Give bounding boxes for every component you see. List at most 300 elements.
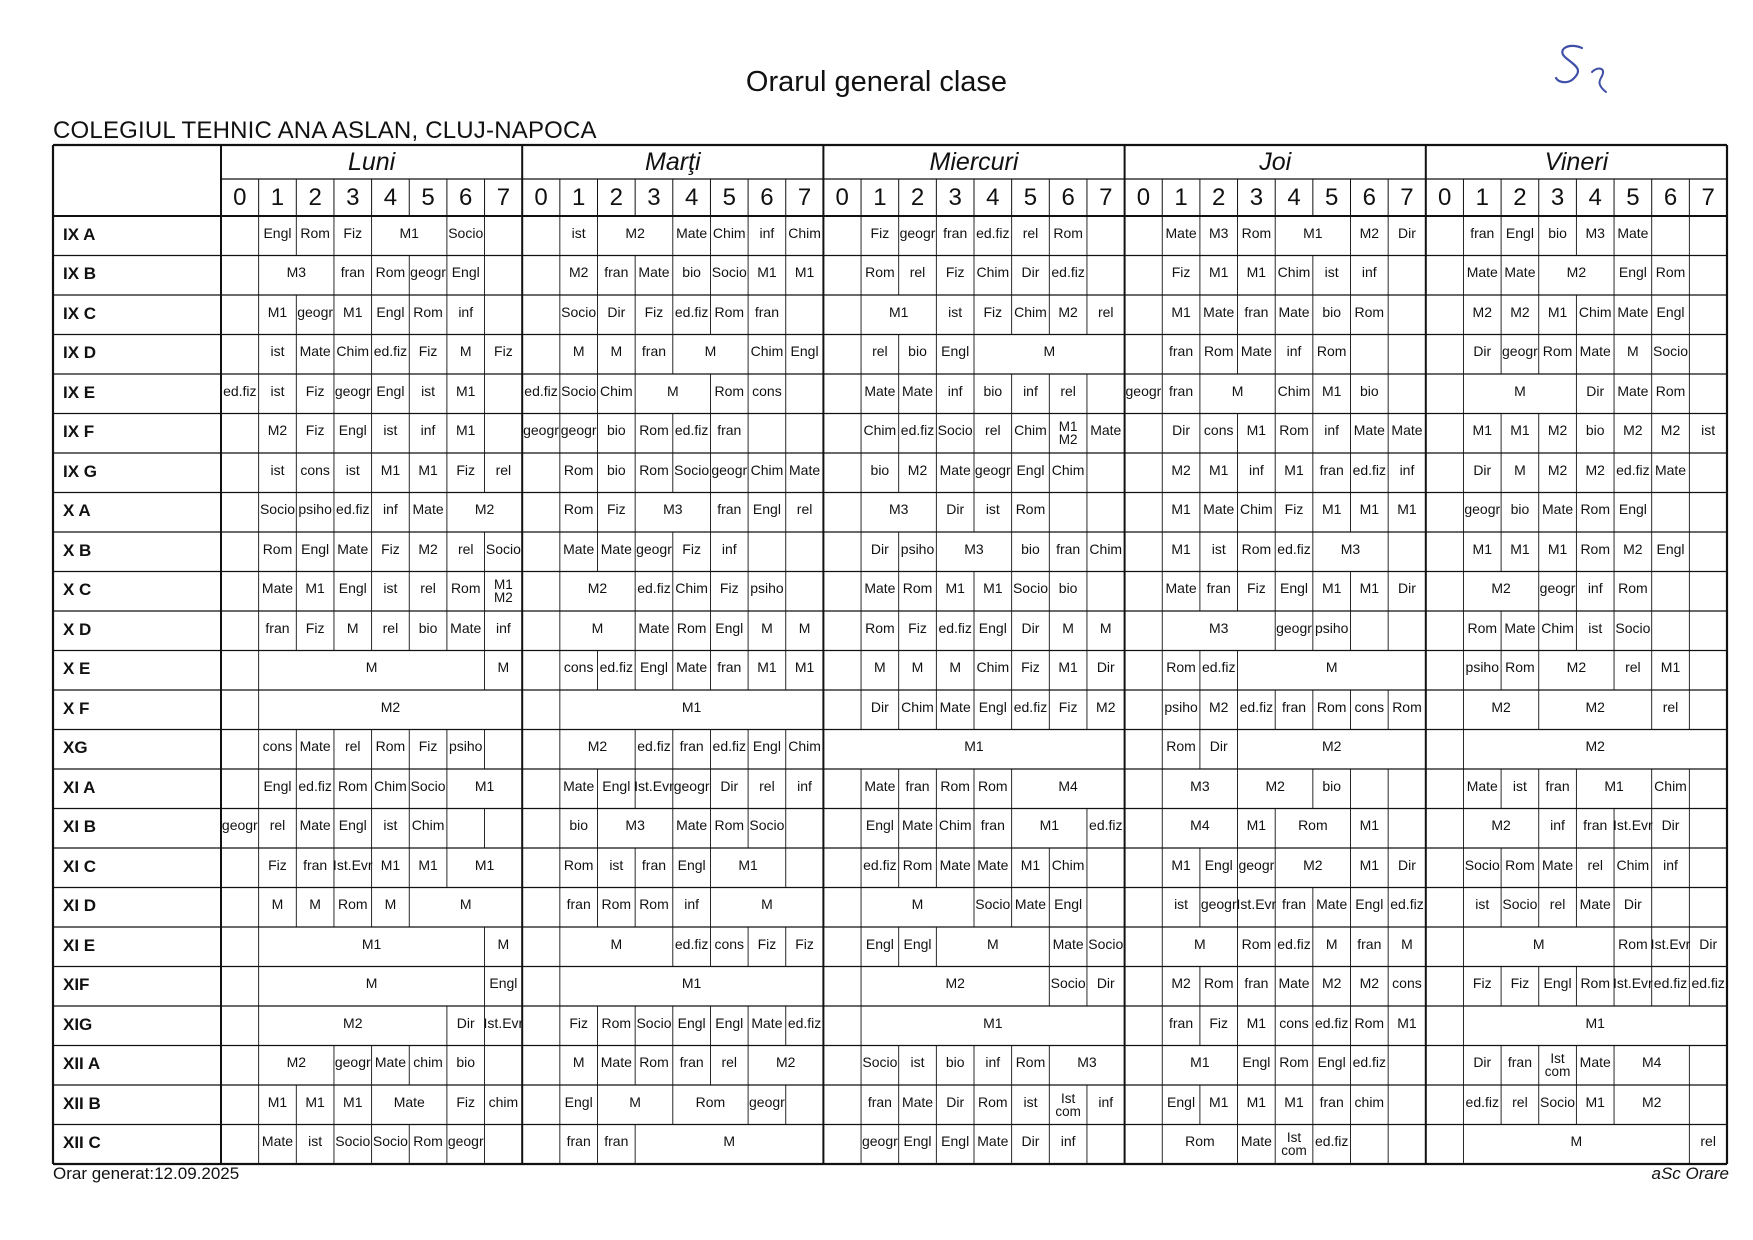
- lesson-cell: Mate: [563, 777, 595, 794]
- day-header: Luni: [347, 148, 396, 176]
- lesson-cell: Engl: [1505, 224, 1534, 241]
- lesson-cell: Engl: [1167, 1093, 1196, 1110]
- lesson-cell: ed.fiz: [938, 619, 972, 636]
- lesson-cell: ist: [1588, 619, 1603, 636]
- class-label: XII A: [63, 1054, 101, 1074]
- lesson-cell: Dir: [946, 501, 965, 518]
- lesson-cell: Mate: [977, 856, 1009, 873]
- lesson-cell: M2: [1547, 422, 1568, 439]
- period-number: 2: [1212, 184, 1226, 211]
- lesson-cell: bio: [682, 264, 701, 281]
- lesson-cell: geogr: [447, 1133, 484, 1150]
- lesson-cell: M3: [286, 264, 307, 281]
- period-number: 6: [760, 184, 774, 211]
- lesson-cell: Mate: [261, 1133, 294, 1150]
- lesson-cell: Engl: [978, 698, 1007, 715]
- lesson-cell: Mate: [901, 382, 934, 399]
- lesson-cell: Fiz: [456, 461, 476, 478]
- lesson-cell: Dir: [607, 303, 626, 320]
- lesson-cell: Chim: [1014, 422, 1047, 439]
- period-number: 7: [1400, 184, 1414, 211]
- lesson-cell: M1 M2: [493, 577, 513, 606]
- class-label: XIF: [63, 975, 90, 995]
- lesson-cell: M3: [625, 817, 645, 834]
- lesson-cell: Chim: [1654, 777, 1687, 794]
- lesson-cell: M1: [361, 935, 382, 952]
- lesson-cell: Rom: [639, 461, 669, 478]
- lesson-cell: Mate: [374, 1054, 406, 1071]
- lesson-cell: Rom: [1241, 540, 1272, 557]
- lesson-cell: geogr: [334, 1054, 371, 1071]
- lesson-cell: geogr: [899, 224, 936, 241]
- lesson-cell: ist: [571, 224, 586, 241]
- lesson-cell: ed.fiz: [1314, 1133, 1349, 1150]
- lesson-cell: Chim: [336, 343, 370, 360]
- lesson-cell: Socio: [259, 501, 295, 518]
- lesson-cell: Rom: [639, 1054, 669, 1071]
- lesson-cell: rel: [759, 777, 775, 794]
- lesson-cell: M: [1532, 935, 1545, 952]
- lesson-cell: M1: [418, 856, 438, 873]
- class-label: X C: [63, 580, 92, 600]
- lesson-cell: Chim: [788, 224, 821, 241]
- class-label: X D: [63, 619, 92, 639]
- lesson-cell: Fiz: [682, 540, 701, 557]
- class-label: XI D: [63, 896, 97, 916]
- period-number: 4: [383, 184, 398, 211]
- lesson-cell: ist: [948, 303, 963, 320]
- lesson-cell: Rom: [1505, 659, 1535, 676]
- lesson-cell: rel: [495, 461, 512, 478]
- lesson-cell: ed.fiz: [1201, 659, 1236, 676]
- lesson-cell: Rom: [413, 303, 443, 320]
- period-number: 0: [835, 184, 849, 211]
- lesson-cell: Mate: [789, 461, 821, 478]
- lesson-cell: fran: [980, 817, 1005, 834]
- lesson-cell: M2: [1472, 303, 1492, 320]
- day-header: Miercuri: [929, 148, 1019, 176]
- lesson-cell: Mate: [1090, 422, 1122, 439]
- lesson-cell: M2: [625, 224, 645, 241]
- lesson-cell: Rom: [940, 777, 970, 794]
- lesson-cell: Mate: [676, 817, 708, 834]
- lesson-cell: ist: [985, 501, 1000, 518]
- lesson-cell: Mate: [1504, 619, 1536, 636]
- lesson-cell: Rom: [1354, 303, 1385, 320]
- lesson-cell: Mate: [1052, 935, 1084, 952]
- lesson-cell: Chim: [1616, 856, 1650, 873]
- lesson-cell: Engl: [941, 1133, 970, 1150]
- lesson-cell: Engl: [677, 1014, 706, 1031]
- lesson-cell: M: [1514, 461, 1526, 478]
- lesson-cell: ed.fiz: [1089, 817, 1123, 834]
- lesson-cell: ed.fiz: [599, 659, 634, 676]
- lesson-cell: rel: [909, 264, 926, 281]
- lesson-cell: Rom: [1015, 1054, 1046, 1071]
- lesson-cell: M: [346, 619, 359, 636]
- lesson-cell: Engl: [715, 619, 744, 636]
- lesson-cell: Rom: [375, 738, 406, 755]
- lesson-cell: Ist com: [1055, 1090, 1081, 1119]
- lesson-cell: M: [1627, 343, 1639, 360]
- lesson-cell: M2: [1585, 461, 1605, 478]
- period-number: 6: [1663, 184, 1678, 211]
- lesson-cell: cons: [752, 382, 782, 399]
- lesson-cell: M: [271, 896, 284, 913]
- lesson-cell: M2: [1096, 698, 1116, 715]
- lesson-cell: M: [309, 896, 321, 913]
- lesson-cell: M1: [1246, 264, 1267, 281]
- lesson-cell: bio: [1322, 777, 1342, 794]
- lesson-cell: M: [874, 659, 886, 676]
- lesson-cell: Mate: [751, 1014, 783, 1031]
- lesson-cell: inf: [1060, 1133, 1076, 1150]
- lesson-cell: Rom: [1580, 975, 1610, 992]
- lesson-cell: M: [761, 896, 773, 913]
- lesson-cell: Mate: [1165, 224, 1197, 241]
- lesson-cell: Dir: [1661, 817, 1680, 834]
- lesson-cell: M2: [474, 501, 495, 518]
- lesson-cell: Chim: [1277, 264, 1311, 281]
- lesson-cell: M1: [1208, 461, 1229, 478]
- lesson-cell: M2: [1510, 303, 1530, 320]
- lesson-cell: fran: [1169, 343, 1194, 360]
- lesson-cell: fran: [1507, 1054, 1532, 1071]
- lesson-cell: M3: [888, 501, 909, 518]
- class-label: XIG: [63, 1014, 93, 1034]
- lesson-cell: inf: [1399, 461, 1415, 478]
- lesson-cell: M1: [1058, 659, 1078, 676]
- lesson-cell: inf: [947, 382, 963, 399]
- lesson-cell: ed.fiz: [1277, 540, 1311, 557]
- period-number: 6: [459, 184, 473, 211]
- lesson-cell: M4: [1058, 777, 1078, 794]
- lesson-cell: Rom: [563, 856, 594, 873]
- lesson-cell: M3: [1208, 224, 1229, 241]
- lesson-cell: Chim: [976, 264, 1010, 281]
- lesson-cell: bio: [1510, 501, 1530, 518]
- lesson-cell: Dir: [1699, 935, 1718, 952]
- lesson-cell: Mate: [299, 817, 331, 834]
- generated-date: Orar generat:12.09.2025: [53, 1164, 240, 1183]
- lesson-cell: geogr: [410, 264, 446, 281]
- lesson-cell: psiho: [448, 738, 483, 755]
- lesson-cell: geogr: [861, 1133, 898, 1150]
- lesson-cell: Mate: [1014, 896, 1047, 913]
- lesson-cell: Fiz: [1209, 1014, 1229, 1031]
- lesson-cell: rel: [1587, 856, 1603, 873]
- lesson-cell: bio: [983, 382, 1003, 399]
- lesson-cell: Rom: [1316, 698, 1347, 715]
- lesson-cell: inf: [1663, 856, 1678, 873]
- lesson-cell: Mate: [1203, 303, 1235, 320]
- lesson-cell: Dir: [1586, 382, 1605, 399]
- lesson-cell: bio: [606, 461, 626, 478]
- lesson-cell: geogr: [523, 422, 559, 439]
- lesson-cell: M4: [1641, 1054, 1662, 1071]
- lesson-cell: M: [591, 619, 604, 636]
- lesson-cell: rel: [382, 619, 399, 636]
- lesson-cell: Engl: [1054, 896, 1083, 913]
- lesson-cell: M1: [1359, 856, 1380, 873]
- lesson-cell: Mate: [299, 343, 331, 360]
- lesson-cell: Engl: [752, 501, 781, 518]
- lesson-cell: Dir: [1096, 975, 1115, 992]
- lesson-cell: geogr: [1502, 343, 1538, 360]
- lesson-cell: M: [365, 659, 378, 676]
- lesson-cell: Socio: [1050, 975, 1086, 992]
- lesson-cell: Socio: [711, 264, 747, 281]
- lesson-cell: M1: [1284, 1093, 1304, 1110]
- class-label: XG: [63, 738, 88, 758]
- class-label: X A: [63, 501, 91, 521]
- lesson-cell: M1: [305, 580, 325, 597]
- lesson-cell: Mate: [1165, 580, 1197, 597]
- lesson-cell: M1: [757, 264, 777, 281]
- lesson-cell: M2: [945, 975, 965, 992]
- lesson-cell: inf: [1286, 343, 1302, 360]
- lesson-cell: M2: [1566, 659, 1587, 676]
- lesson-cell: Rom: [1618, 935, 1648, 952]
- lesson-cell: Fiz: [569, 1014, 589, 1031]
- lesson-cell: M: [949, 659, 962, 676]
- lesson-cell: Mate: [1579, 343, 1611, 360]
- lesson-cell: Chim: [1541, 619, 1574, 636]
- lesson-cell: Chim: [750, 343, 784, 360]
- lesson-cell: geogr: [1125, 382, 1162, 399]
- period-number: 1: [1174, 184, 1188, 211]
- lesson-cell: Dir: [870, 540, 889, 557]
- lesson-cell: bio: [945, 1054, 965, 1071]
- lesson-cell: M2: [1491, 817, 1511, 834]
- lesson-cell: Rom: [1241, 935, 1272, 952]
- lesson-cell: M1: [1547, 303, 1568, 320]
- class-label: XII C: [63, 1133, 101, 1153]
- lesson-cell: fran: [1319, 461, 1344, 478]
- lesson-cell: psiho: [1164, 698, 1198, 715]
- lesson-cell: Ist.Evr: [1613, 975, 1653, 992]
- lesson-cell: M1: [474, 777, 495, 794]
- lesson-cell: Mate: [1203, 501, 1235, 518]
- lesson-cell: Dir: [1021, 1133, 1040, 1150]
- period-number: 5: [1324, 184, 1339, 211]
- lesson-cell: fran: [265, 619, 290, 636]
- lesson-cell: Socio: [561, 382, 597, 399]
- lesson-cell: Mate: [1654, 461, 1687, 478]
- lesson-cell: geogr: [974, 461, 1011, 478]
- lesson-cell: Mate: [864, 382, 896, 399]
- lesson-cell: ed.fiz: [524, 382, 558, 399]
- lesson-cell: Fiz: [1284, 501, 1304, 518]
- lesson-cell: cons: [714, 935, 745, 952]
- lesson-cell: ed.fiz: [1465, 1093, 1499, 1110]
- lesson-cell: ist: [1512, 777, 1527, 794]
- lesson-cell: psiho: [750, 580, 784, 597]
- lesson-cell: Fiz: [945, 264, 965, 281]
- class-label: XI C: [63, 856, 97, 876]
- lesson-cell: M: [497, 659, 510, 676]
- lesson-cell: Mate: [261, 580, 294, 597]
- lesson-cell: Chim: [1051, 461, 1085, 478]
- lesson-cell: fran: [1244, 303, 1269, 320]
- lesson-cell: Dir: [1398, 224, 1416, 241]
- period-number: 4: [986, 184, 1000, 211]
- lesson-cell: Mate: [563, 540, 595, 557]
- lesson-cell: inf: [1587, 580, 1603, 597]
- lesson-cell: M1: [418, 461, 438, 478]
- lesson-cell: Rom: [1655, 382, 1686, 399]
- lesson-cell: geogr: [1276, 619, 1312, 636]
- lesson-cell: Rom: [450, 580, 481, 597]
- lesson-cell: M4: [1190, 817, 1210, 834]
- lesson-cell: Engl: [1618, 264, 1647, 281]
- lesson-cell: Ist.Evr: [332, 856, 373, 873]
- lesson-cell: geogr: [749, 1093, 785, 1110]
- lesson-cell: Fiz: [644, 303, 664, 320]
- lesson-cell: bio: [1548, 224, 1567, 241]
- lesson-cell: M1: [1585, 1014, 1605, 1031]
- lesson-cell: Fiz: [719, 580, 739, 597]
- lesson-cell: Engl: [1543, 975, 1572, 992]
- lesson-cell: M2: [1321, 975, 1342, 992]
- period-number: 5: [722, 184, 736, 211]
- lesson-cell: inf: [1361, 264, 1377, 281]
- lesson-cell: Mate: [939, 698, 971, 715]
- lesson-cell: Rom: [601, 1014, 632, 1031]
- lesson-cell: Ist com: [1544, 1051, 1571, 1080]
- lesson-cell: ed.fiz: [1390, 896, 1424, 913]
- lesson-cell: M2: [380, 698, 401, 715]
- lesson-cell: M: [572, 1054, 585, 1071]
- lesson-cell: M2: [1171, 975, 1191, 992]
- lesson-cell: Engl: [1656, 540, 1685, 557]
- lesson-cell: M1: [1321, 501, 1342, 518]
- lesson-cell: Chim: [411, 817, 445, 834]
- lesson-cell: Engl: [1656, 303, 1685, 320]
- lesson-cell: fran: [303, 856, 328, 873]
- lesson-cell: M: [704, 343, 717, 360]
- lesson-cell: Fiz: [1058, 698, 1078, 715]
- lesson-cell: Socio: [937, 422, 973, 439]
- lesson-cell: M1: [267, 1093, 288, 1110]
- lesson-cell: Rom: [1505, 856, 1535, 873]
- lesson-cell: ed.fiz: [674, 935, 709, 952]
- lesson-cell: bio: [1322, 303, 1342, 320]
- lesson-cell: rel: [985, 422, 1001, 439]
- class-label: XI B: [63, 817, 97, 837]
- lesson-cell: geogr: [1238, 856, 1275, 873]
- lesson-cell: ist: [1174, 896, 1189, 913]
- lesson-cell: Fiz: [983, 303, 1003, 320]
- lesson-cell: M1: [399, 224, 419, 241]
- lesson-cell: Chim: [712, 224, 746, 241]
- lesson-cell: Rom: [262, 540, 293, 557]
- lesson-cell: Rom: [1316, 343, 1347, 360]
- lesson-cell: Socio: [862, 1054, 898, 1071]
- lesson-cell: Socio: [1012, 580, 1048, 597]
- lesson-cell: inf: [458, 303, 474, 320]
- class-label: X E: [63, 659, 91, 679]
- lesson-cell: ist: [421, 382, 436, 399]
- lesson-cell: Rom: [639, 896, 669, 913]
- lesson-cell: inf: [759, 224, 775, 241]
- lesson-cell: Engl: [338, 580, 367, 597]
- lesson-cell: fran: [679, 738, 704, 755]
- lesson-cell: Rom: [676, 619, 707, 636]
- lesson-cell: bio: [418, 619, 438, 636]
- class-label: X F: [63, 698, 90, 718]
- lesson-cell: Socio: [561, 303, 597, 320]
- period-number: 7: [1099, 184, 1113, 211]
- lesson-cell: inf: [1023, 382, 1038, 399]
- lesson-cell: Fiz: [268, 856, 287, 873]
- lesson-cell: geogr: [1539, 580, 1576, 597]
- period-number: 7: [1701, 184, 1715, 211]
- lesson-cell: Socio: [1540, 1093, 1576, 1110]
- lesson-cell: M1: [794, 659, 815, 676]
- lesson-cell: ed.fiz: [1013, 698, 1048, 715]
- lesson-cell: ed.fiz: [900, 422, 935, 439]
- lesson-cell: M1: [681, 698, 702, 715]
- lesson-cell: rel: [872, 343, 888, 360]
- lesson-cell: M1: [380, 461, 401, 478]
- lesson-cell: M1: [681, 975, 702, 992]
- lesson-cell: M: [761, 619, 773, 636]
- lesson-cell: ed.fiz: [336, 501, 370, 518]
- lesson-cell: Chim: [1014, 303, 1047, 320]
- lesson-cell: Rom: [865, 619, 895, 636]
- class-label: IX A: [63, 224, 96, 244]
- class-label: IX C: [63, 303, 97, 323]
- lesson-cell: M1: [1359, 501, 1380, 518]
- lesson-cell: ed.fiz: [373, 343, 408, 360]
- lesson-cell: Rom: [563, 501, 594, 518]
- lesson-cell: rel: [344, 738, 361, 755]
- lesson-cell: Ist.Evr: [634, 777, 674, 794]
- lesson-cell: psiho: [298, 501, 332, 518]
- period-number: 2: [1513, 184, 1527, 211]
- lesson-cell: Ist.Evr: [483, 1014, 524, 1031]
- lesson-cell: Rom: [714, 303, 745, 320]
- lesson-cell: M2: [1058, 303, 1078, 320]
- lesson-cell: Chim: [1277, 382, 1311, 399]
- lesson-cell: M1: [474, 856, 495, 873]
- lesson-cell: ist: [1475, 896, 1490, 913]
- lesson-cell: geogr: [1464, 501, 1501, 518]
- period-number: 4: [1287, 184, 1301, 211]
- lesson-cell: Fiz: [1021, 659, 1040, 676]
- lesson-cell: Mate: [412, 501, 444, 518]
- lesson-cell: M2: [907, 461, 928, 478]
- lesson-cell: Socio: [410, 777, 446, 794]
- lesson-cell: M1: [1397, 1014, 1417, 1031]
- lesson-cell: fran: [604, 264, 629, 281]
- lesson-cell: M1: [1020, 856, 1041, 873]
- lesson-cell: M1: [343, 1093, 363, 1110]
- lesson-cell: ed.fiz: [1691, 975, 1725, 992]
- lesson-cell: M1: [1510, 422, 1530, 439]
- lesson-cell: Fiz: [343, 224, 363, 241]
- lesson-cell: Mate: [1542, 856, 1574, 873]
- lesson-cell: Fiz: [418, 738, 438, 755]
- lesson-cell: Rom: [300, 224, 330, 241]
- lesson-cell: psiho: [1465, 659, 1499, 676]
- lesson-cell: Chim: [1578, 303, 1612, 320]
- lesson-cell: M2: [1585, 738, 1605, 755]
- period-number: 0: [1437, 184, 1452, 211]
- lesson-cell: M1: [945, 580, 965, 597]
- lesson-cell: Engl: [639, 659, 668, 676]
